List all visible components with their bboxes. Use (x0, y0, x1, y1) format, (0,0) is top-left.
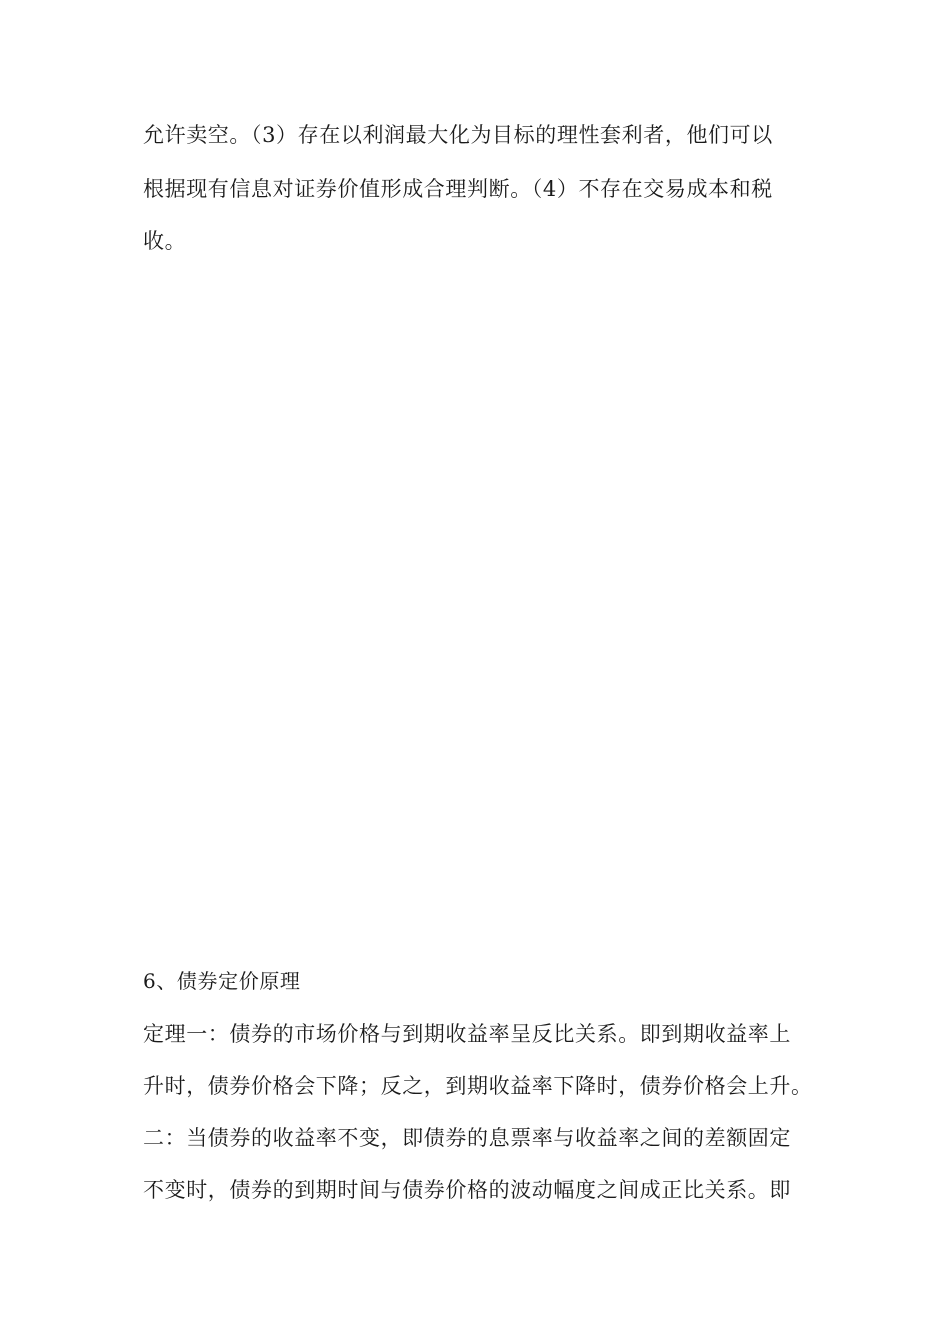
paragraph-line: 不变时，债券的到期时间与债券价格的波动幅度之间成正比关系。即 (143, 1178, 791, 1202)
paragraph-line: 根据现有信息对证券价值形成合理判断。（4）不存在交易成本和税 (143, 177, 773, 201)
paragraph-line: 定理一：债券的市场价格与到期收益率呈反比关系。即到期收益率上 (143, 1022, 791, 1046)
paragraph-line: 升时，债券价格会下降；反之，到期收益率下降时，债券价格会上升。 (143, 1074, 813, 1098)
paragraph-line: 允许卖空。（3）存在以利润最大化为目标的理性套利者，他们可以 (143, 123, 773, 147)
paragraph-line: 收。 (143, 229, 187, 253)
paragraph-line: 二：当债券的收益率不变，即债券的息票率与收益率之间的差额固定 (143, 1126, 791, 1150)
section-heading: 6、债券定价原理 (143, 969, 301, 993)
